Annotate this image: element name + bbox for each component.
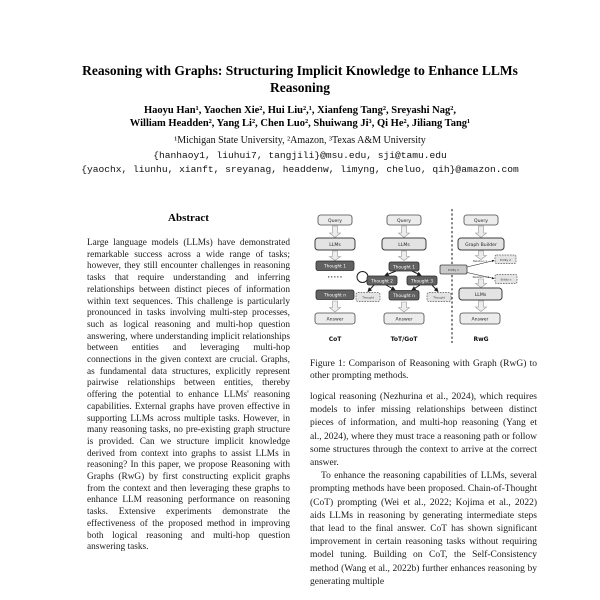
tot-thought3-label: Thought 3 bbox=[411, 279, 433, 285]
rwg-relation1-label: Relation 1 bbox=[472, 259, 488, 264]
email-block bbox=[20, 149, 580, 176]
rwg-diagram-label: RwG bbox=[473, 336, 489, 343]
down-arrow-icon bbox=[399, 302, 410, 312]
tot-thought1-label: Thought 1 bbox=[393, 265, 415, 271]
edge-t1-t3 bbox=[412, 271, 421, 276]
tot-thoughtn-label: Thought n bbox=[393, 294, 415, 300]
tot-thought-dashed-left-label: Thought bbox=[362, 295, 374, 300]
tot-got-diagram bbox=[356, 215, 451, 343]
email-line-1: {hanhaoy1, liuhui7, tangjili}@msu.edu, sji@tamu.edu bbox=[153, 150, 447, 161]
edge-t3-dashed bbox=[432, 285, 438, 292]
cot-diagram bbox=[315, 215, 355, 343]
down-arrow-icon bbox=[330, 301, 341, 312]
down-arrow-icon bbox=[476, 301, 487, 312]
down-arrow-icon bbox=[399, 226, 410, 238]
figure-1-caption: Figure 1: Comparison of Reasoning with Graph (RwG) to other prompting methods. bbox=[310, 359, 537, 381]
rwg-answer-label: Answer bbox=[471, 317, 489, 323]
rwg-entity2-label: Entity 2 bbox=[500, 257, 511, 262]
cot-diagram-label: CoT bbox=[328, 336, 342, 343]
right-column bbox=[310, 203, 537, 589]
figure-1-diagram bbox=[310, 203, 537, 348]
rwg-graph-builder-label: Graph Builder bbox=[465, 243, 497, 248]
left-column bbox=[74, 212, 303, 554]
down-arrow-icon bbox=[330, 226, 341, 238]
author-block bbox=[40, 104, 560, 131]
rwg-entityn-label: Entity n bbox=[500, 277, 512, 282]
cot-thought1-label: Thought 1 bbox=[324, 264, 346, 270]
tot-diagram-label: ToT/GoT bbox=[390, 336, 418, 343]
tot-thought-dashed-right-label: Thought bbox=[433, 295, 445, 300]
down-arrow-icon bbox=[476, 279, 487, 288]
edge-t2-dashed bbox=[368, 285, 374, 292]
cot-thoughtn-label: Thought n bbox=[324, 293, 346, 299]
abstract-text: Large language models (LLMs) have demonstrated remarkable success across a wide range of tasks; however, they still encounter challenges in reasoning tasks that require understanding and inferring relationships between distinct pieces of information within text sequences. This challenge is particularly pronounced in tasks involving multi-step processes, such as logical reasoning and multi-hop question answering, where understanding implicit relationships between entities and leveraging multi-hop connections in the given context are crucial. Graphs, as fundamental data structures, explicitly represent pairwise relationships between entities, thereby offering the potential to enhance LLMs' reasoning capabilities. External graphs have proven effective in supporting LLMs across multiple tasks. However, in many reasoning tasks, no pre-existing graph structure is provided. Can we structure implicit knowledge derived from context into graphs to assist LLMs in reasoning? In this paper, we propose Reasoning with Graphs (RwG) by first constructing explicit graphs from the context and then leveraging these graphs to enhance LLM reasoning performance on reasoning tasks. Extensive experiments demonstrate the effectiveness of the proposed method in improving both logical reasoning and multi-hop question answering tasks. bbox=[87, 238, 290, 553]
email-line-2: {yaochx, liunhu, xianft, sreyanag, headdenw, limyng, cheluo, qih}@amazon.com bbox=[81, 163, 519, 175]
edge-t3-tn bbox=[412, 285, 420, 290]
rwg-relation2-label: Relation n-2 bbox=[472, 274, 490, 279]
cot-llms-label: LLMs bbox=[329, 243, 341, 248]
rwg-entity1-label: Entity 1 bbox=[448, 268, 459, 272]
authors-line-1: Haoyu Han¹, Yaochen Xie², Hui Liu²,¹, Xianfeng Tang², Sreyashi Nag², bbox=[143, 105, 457, 116]
tot-llms-label: LLMs bbox=[398, 243, 410, 248]
rwg-query-label: Query bbox=[474, 219, 488, 224]
ellipsis-dots: ••••• bbox=[327, 275, 343, 281]
body-paragraph-2: To enhance the reasoning capabilities of LLMs, several prompting methods have been proposed. Chain-of-Thought (CoT) prompting (Wei et al., 2022; Kojima et al., 2022) aids LLMs in reasoning by generating intermediate steps that lead to the final answer. CoT has shown significant improvement in certain reasoning tasks without requiring model tuning. Building on CoT, the Self-Consistency method (Wang et al., 2022b) further enhances reasoning by generating multiple bbox=[310, 471, 537, 587]
authors-line-2: William Headden², Yang Li², Chen Luo², Shuiwang Ji³, Qi He², Jiliang Tang¹ bbox=[129, 118, 471, 130]
down-arrow-icon bbox=[330, 251, 341, 261]
body-paragraph-1: logical reasoning (Nezhurina et al., 2024), which requires models to infer missing relationships between distinct pieces of information, and multi-hop reasoning (Yang et al., 2024), where they must trace a reasoning path or follow some structures through the context to arrive at the correct answer. bbox=[310, 392, 537, 469]
paper-title: Reasoning with Graphs: Structuring Implicit Knowledge to Enhance LLMs Reasoning bbox=[82, 63, 518, 95]
abstract-heading: Abstract bbox=[168, 212, 209, 224]
tot-query-label: Query bbox=[397, 219, 411, 224]
cot-query-label: Query bbox=[328, 219, 342, 224]
edge-t2-tn bbox=[386, 285, 395, 290]
down-arrow-icon bbox=[476, 226, 487, 238]
cot-answer-label: Answer bbox=[326, 317, 344, 323]
self-loop-icon bbox=[357, 272, 368, 283]
down-arrow-icon bbox=[399, 251, 410, 261]
edge-t1-t2 bbox=[385, 271, 396, 276]
tot-thought2-label: Thought 2 bbox=[371, 279, 393, 285]
tot-answer-label: Answer bbox=[395, 317, 413, 323]
affiliations: ¹Michigan State University, ²Amazon, ³Texas A&M University bbox=[174, 135, 426, 146]
rwg-llms-label: LLMs bbox=[474, 293, 487, 298]
figure-1 bbox=[310, 203, 537, 348]
